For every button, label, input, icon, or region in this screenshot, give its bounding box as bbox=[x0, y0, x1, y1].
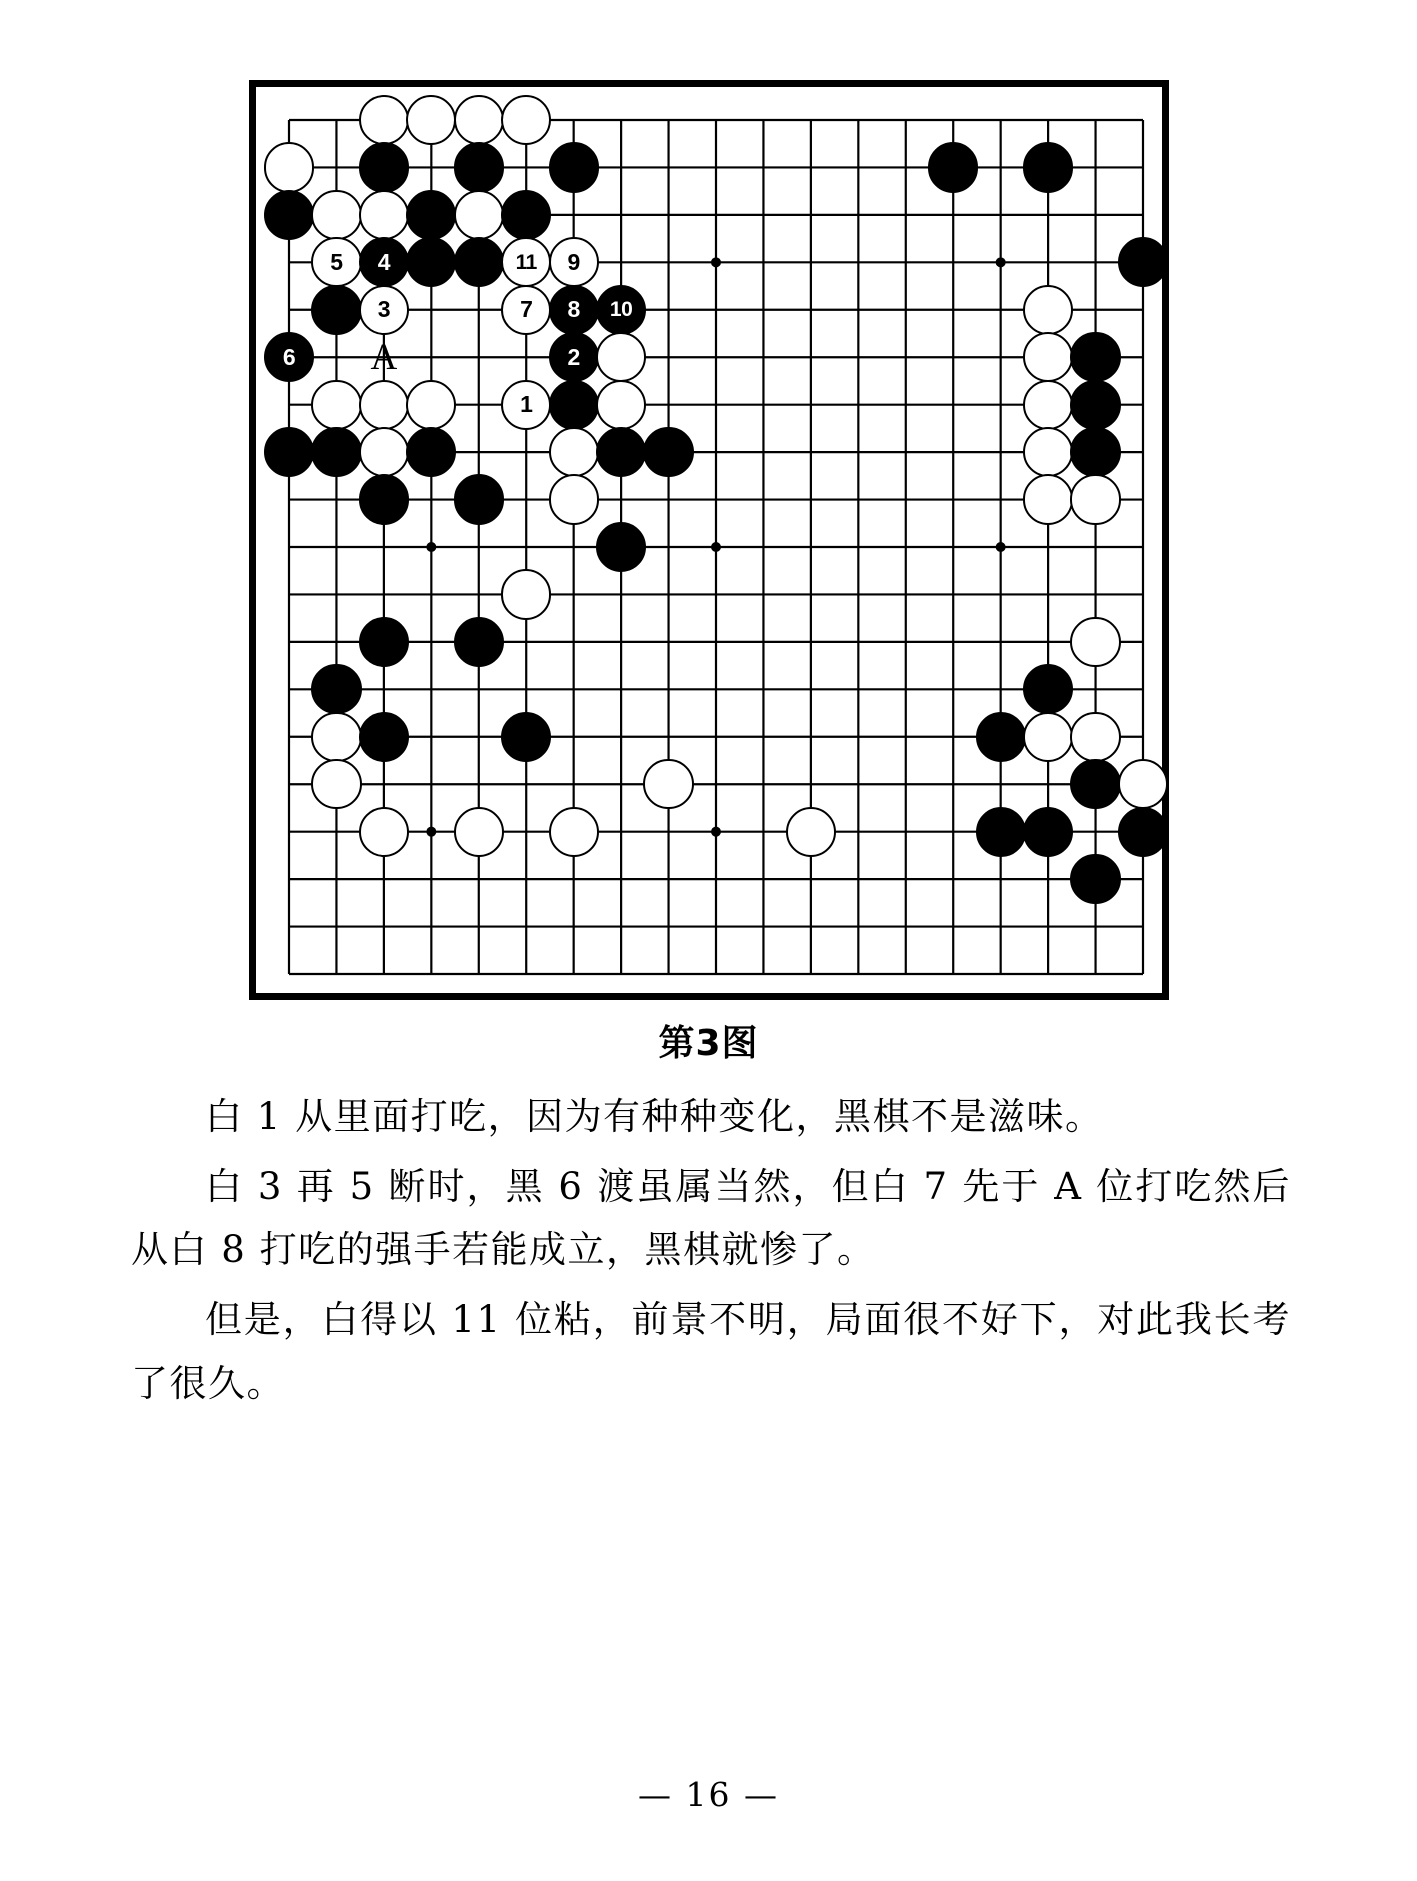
go-stone-white[interactable] bbox=[311, 237, 361, 287]
go-stone-white[interactable] bbox=[454, 95, 504, 145]
go-stone-white[interactable] bbox=[454, 807, 504, 857]
go-stone-white[interactable] bbox=[501, 237, 551, 287]
go-stone-white[interactable] bbox=[406, 380, 456, 430]
go-stone-black[interactable] bbox=[1023, 142, 1073, 192]
go-stone-white[interactable] bbox=[359, 380, 409, 430]
go-stone-white[interactable] bbox=[311, 759, 361, 809]
go-stone-white[interactable] bbox=[359, 427, 409, 477]
paragraph: 白 1 从里面打吃，因为有种种变化，黑棋不是滋味。 bbox=[205, 1095, 1104, 1138]
go-stone-black[interactable] bbox=[1070, 759, 1120, 809]
go-stone-black[interactable] bbox=[406, 237, 456, 287]
go-stone-black[interactable] bbox=[454, 474, 504, 524]
go-stone-white[interactable] bbox=[596, 380, 646, 430]
go-stone-black[interactable] bbox=[1070, 427, 1120, 477]
stone-label: 2 bbox=[567, 343, 580, 370]
go-stone-white[interactable] bbox=[549, 237, 599, 287]
stone-label: 8 bbox=[567, 296, 580, 323]
go-stone-black[interactable] bbox=[454, 237, 504, 287]
go-stone-black[interactable] bbox=[454, 617, 504, 667]
stone-label: 10 bbox=[609, 298, 633, 322]
go-stone-black[interactable] bbox=[1118, 807, 1168, 857]
go-stone-white[interactable] bbox=[643, 759, 693, 809]
go-stone-white[interactable] bbox=[596, 332, 646, 382]
go-stone-white[interactable] bbox=[1023, 380, 1073, 430]
go-stone-white[interactable] bbox=[501, 380, 551, 430]
go-stone-black[interactable] bbox=[406, 427, 456, 477]
go-stone-black[interactable] bbox=[264, 332, 314, 382]
go-stone-white[interactable] bbox=[359, 285, 409, 335]
go-stone-black[interactable] bbox=[1070, 854, 1120, 904]
go-stone-white[interactable] bbox=[501, 95, 551, 145]
go-stone-black[interactable] bbox=[928, 142, 978, 192]
go-stone-black[interactable] bbox=[549, 285, 599, 335]
stone-label: 6 bbox=[282, 343, 296, 370]
figure-caption: 第3图 bbox=[658, 1023, 759, 1064]
page-number: — 16 — bbox=[638, 1775, 779, 1814]
go-stone-black[interactable] bbox=[311, 427, 361, 477]
go-stone-black[interactable] bbox=[596, 285, 646, 335]
go-stone-black[interactable] bbox=[359, 617, 409, 667]
go-stone-black[interactable] bbox=[596, 522, 646, 572]
go-stone-white[interactable] bbox=[1070, 474, 1120, 524]
go-stone-black[interactable] bbox=[976, 807, 1026, 857]
stone-label: 3 bbox=[377, 296, 391, 323]
go-stone-black[interactable] bbox=[549, 332, 599, 382]
go-stone-black[interactable] bbox=[359, 712, 409, 762]
stone-label: 4 bbox=[377, 248, 391, 275]
go-board[interactable] bbox=[249, 80, 1169, 1000]
go-stone-white[interactable] bbox=[311, 380, 361, 430]
go-stone-white[interactable] bbox=[359, 807, 409, 857]
paragraph: 白 3 再 5 断时，黑 6 渡虽属当然，但白 7 先于 A 位打吃然后从白 8 打吃的强手若能成立，黑棋就惨了。 bbox=[131, 1164, 1291, 1272]
go-stone-white[interactable] bbox=[501, 285, 551, 335]
go-stone-black[interactable] bbox=[1070, 380, 1120, 430]
go-stone-white[interactable] bbox=[549, 474, 599, 524]
go-stone-black[interactable] bbox=[264, 190, 314, 240]
go-stone-black[interactable] bbox=[359, 142, 409, 192]
go-stone-black[interactable] bbox=[549, 380, 599, 430]
go-stone-black[interactable] bbox=[406, 190, 456, 240]
go-stone-black[interactable] bbox=[264, 427, 314, 477]
stone-layer bbox=[256, 87, 1176, 1007]
go-stone-black[interactable] bbox=[1070, 332, 1120, 382]
go-stone-black[interactable] bbox=[596, 427, 646, 477]
go-stone-white[interactable] bbox=[1118, 759, 1168, 809]
go-stone-white[interactable] bbox=[1070, 617, 1120, 667]
go-stone-white[interactable] bbox=[1023, 427, 1073, 477]
go-stone-white[interactable] bbox=[311, 190, 361, 240]
stone-label: 1 bbox=[520, 391, 533, 418]
go-stone-black[interactable] bbox=[359, 474, 409, 524]
go-stone-black[interactable] bbox=[643, 427, 693, 477]
go-stone-black[interactable] bbox=[501, 712, 551, 762]
stone-label: 11 bbox=[515, 250, 537, 274]
go-stone-white[interactable] bbox=[454, 190, 504, 240]
go-stone-white[interactable] bbox=[786, 807, 836, 857]
stone-label: 5 bbox=[330, 248, 343, 275]
go-stone-white[interactable] bbox=[359, 190, 409, 240]
go-stone-black[interactable] bbox=[501, 190, 551, 240]
go-stone-black[interactable] bbox=[359, 237, 409, 287]
go-stone-white[interactable] bbox=[264, 142, 314, 192]
stone-label: 9 bbox=[567, 248, 580, 275]
body-text bbox=[131, 1085, 1291, 1421]
go-stone-white[interactable] bbox=[359, 95, 409, 145]
go-stone-white[interactable] bbox=[501, 569, 551, 619]
go-stone-black[interactable] bbox=[976, 712, 1026, 762]
go-stone-white[interactable] bbox=[1023, 712, 1073, 762]
go-stone-black[interactable] bbox=[311, 285, 361, 335]
go-stone-black[interactable] bbox=[1023, 807, 1073, 857]
go-stone-white[interactable] bbox=[1070, 712, 1120, 762]
board-marker-a: A bbox=[370, 336, 398, 378]
go-stone-white[interactable] bbox=[311, 712, 361, 762]
paragraph: 但是，白得以 11 位粘，前景不明，局面很不好下，对此我长考了很久。 bbox=[131, 1297, 1291, 1405]
go-stone-white[interactable] bbox=[1023, 285, 1073, 335]
go-stone-white[interactable] bbox=[1023, 474, 1073, 524]
go-stone-white[interactable] bbox=[549, 427, 599, 477]
go-stone-black[interactable] bbox=[1023, 664, 1073, 714]
go-stone-black[interactable] bbox=[549, 142, 599, 192]
go-stone-black[interactable] bbox=[1118, 237, 1168, 287]
go-stone-black[interactable] bbox=[311, 664, 361, 714]
go-stone-white[interactable] bbox=[549, 807, 599, 857]
stone-label: 7 bbox=[520, 296, 533, 323]
go-stone-black[interactable] bbox=[454, 142, 504, 192]
go-stone-white[interactable] bbox=[1023, 332, 1073, 382]
go-board-diagram bbox=[249, 80, 1169, 1000]
go-stone-white[interactable] bbox=[406, 95, 456, 145]
